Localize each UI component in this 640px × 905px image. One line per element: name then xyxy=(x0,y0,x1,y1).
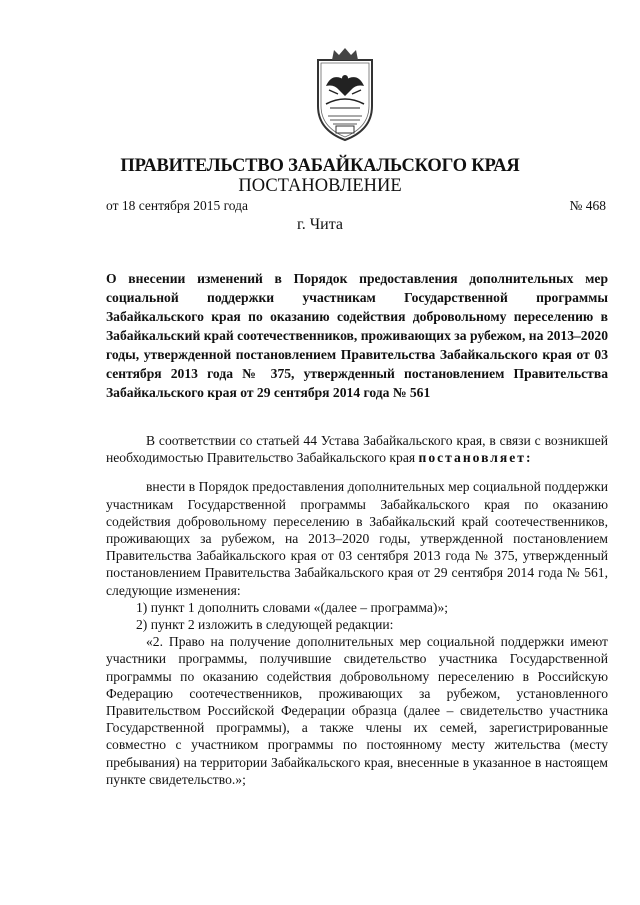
document-city: г. Чита xyxy=(296,216,343,233)
document-number: № 468 xyxy=(569,198,606,213)
organization-title: ПРАВИТЕЛЬСТВО ЗАБАЙКАЛЬСКОГО КРАЯ xyxy=(120,156,520,176)
document-heading: О внесении изменений в Порядок предоставления дополнительных мер социальной поддержки участникам Государственной программы Забайкальского края по оказанию содействия добровольному переселению в Забайкальский край соотечественников, проживающих за рубежом, на 2013–2020 годы, утвержденной постановлением Правительства Забайкальского края от 03 сентября 2013 года № 375, утвержденный постановлением Правительства Забайкальского края от 29 сентября 2014 года № 561 xyxy=(106,271,608,400)
preamble-text: В соответствии со статьей 44 Устава Забайкальского края, в связи с возникшей необходимостью Правительство Забайкальского края xyxy=(106,433,608,466)
document-body xyxy=(106,432,608,788)
list-item-1: 1) пункт 1 дополнить словами «(далее – программа)»; xyxy=(136,599,449,615)
quoted-paragraph: «2. Право на получение дополнительных мер социальной поддержки имеют участники программы, получившие свидетельство участника Государственной программы по оказанию содействия добровольному переселению в Российскую Федерацию соотечественников, проживающих за рубежом, установленного Правительством Российской Федерации образца (далее – свидетельство участника Государственной программы), а также члены их семей, зарегистрированные совместно с участником программы по постоянному месту жительства (месту пребывания) на территории Забайкальского края, внесенные в указанное в настоящем пункте свидетельство.»; xyxy=(106,634,608,787)
list-item-2: 2) пункт 2 изложить в следующей редакции: xyxy=(136,617,394,633)
document-date: от 18 сентября 2015 года xyxy=(106,198,249,213)
intro-paragraph: внести в Порядок предоставления дополнительных мер социальной поддержки участникам Государственной программы Забайкальского края по оказанию содействия добровольному переселению в Забайкальский край соотечественников, проживающих за рубежом, на 2013–2020 годы, утвержденной постановлением Правительства Забайкальского края от 03 сентября 2013 года № 375, утвержденный постановлением Правительства Забайкальского края от 29 сентября 2014 года № 561, следующие изменения: xyxy=(106,479,608,598)
document-type: ПОСТАНОВЛЕНИЕ xyxy=(238,176,402,196)
preamble-paragraph xyxy=(106,432,608,466)
coat-of-arms-icon xyxy=(296,46,394,146)
resolves-word: постановляет: xyxy=(418,450,533,466)
